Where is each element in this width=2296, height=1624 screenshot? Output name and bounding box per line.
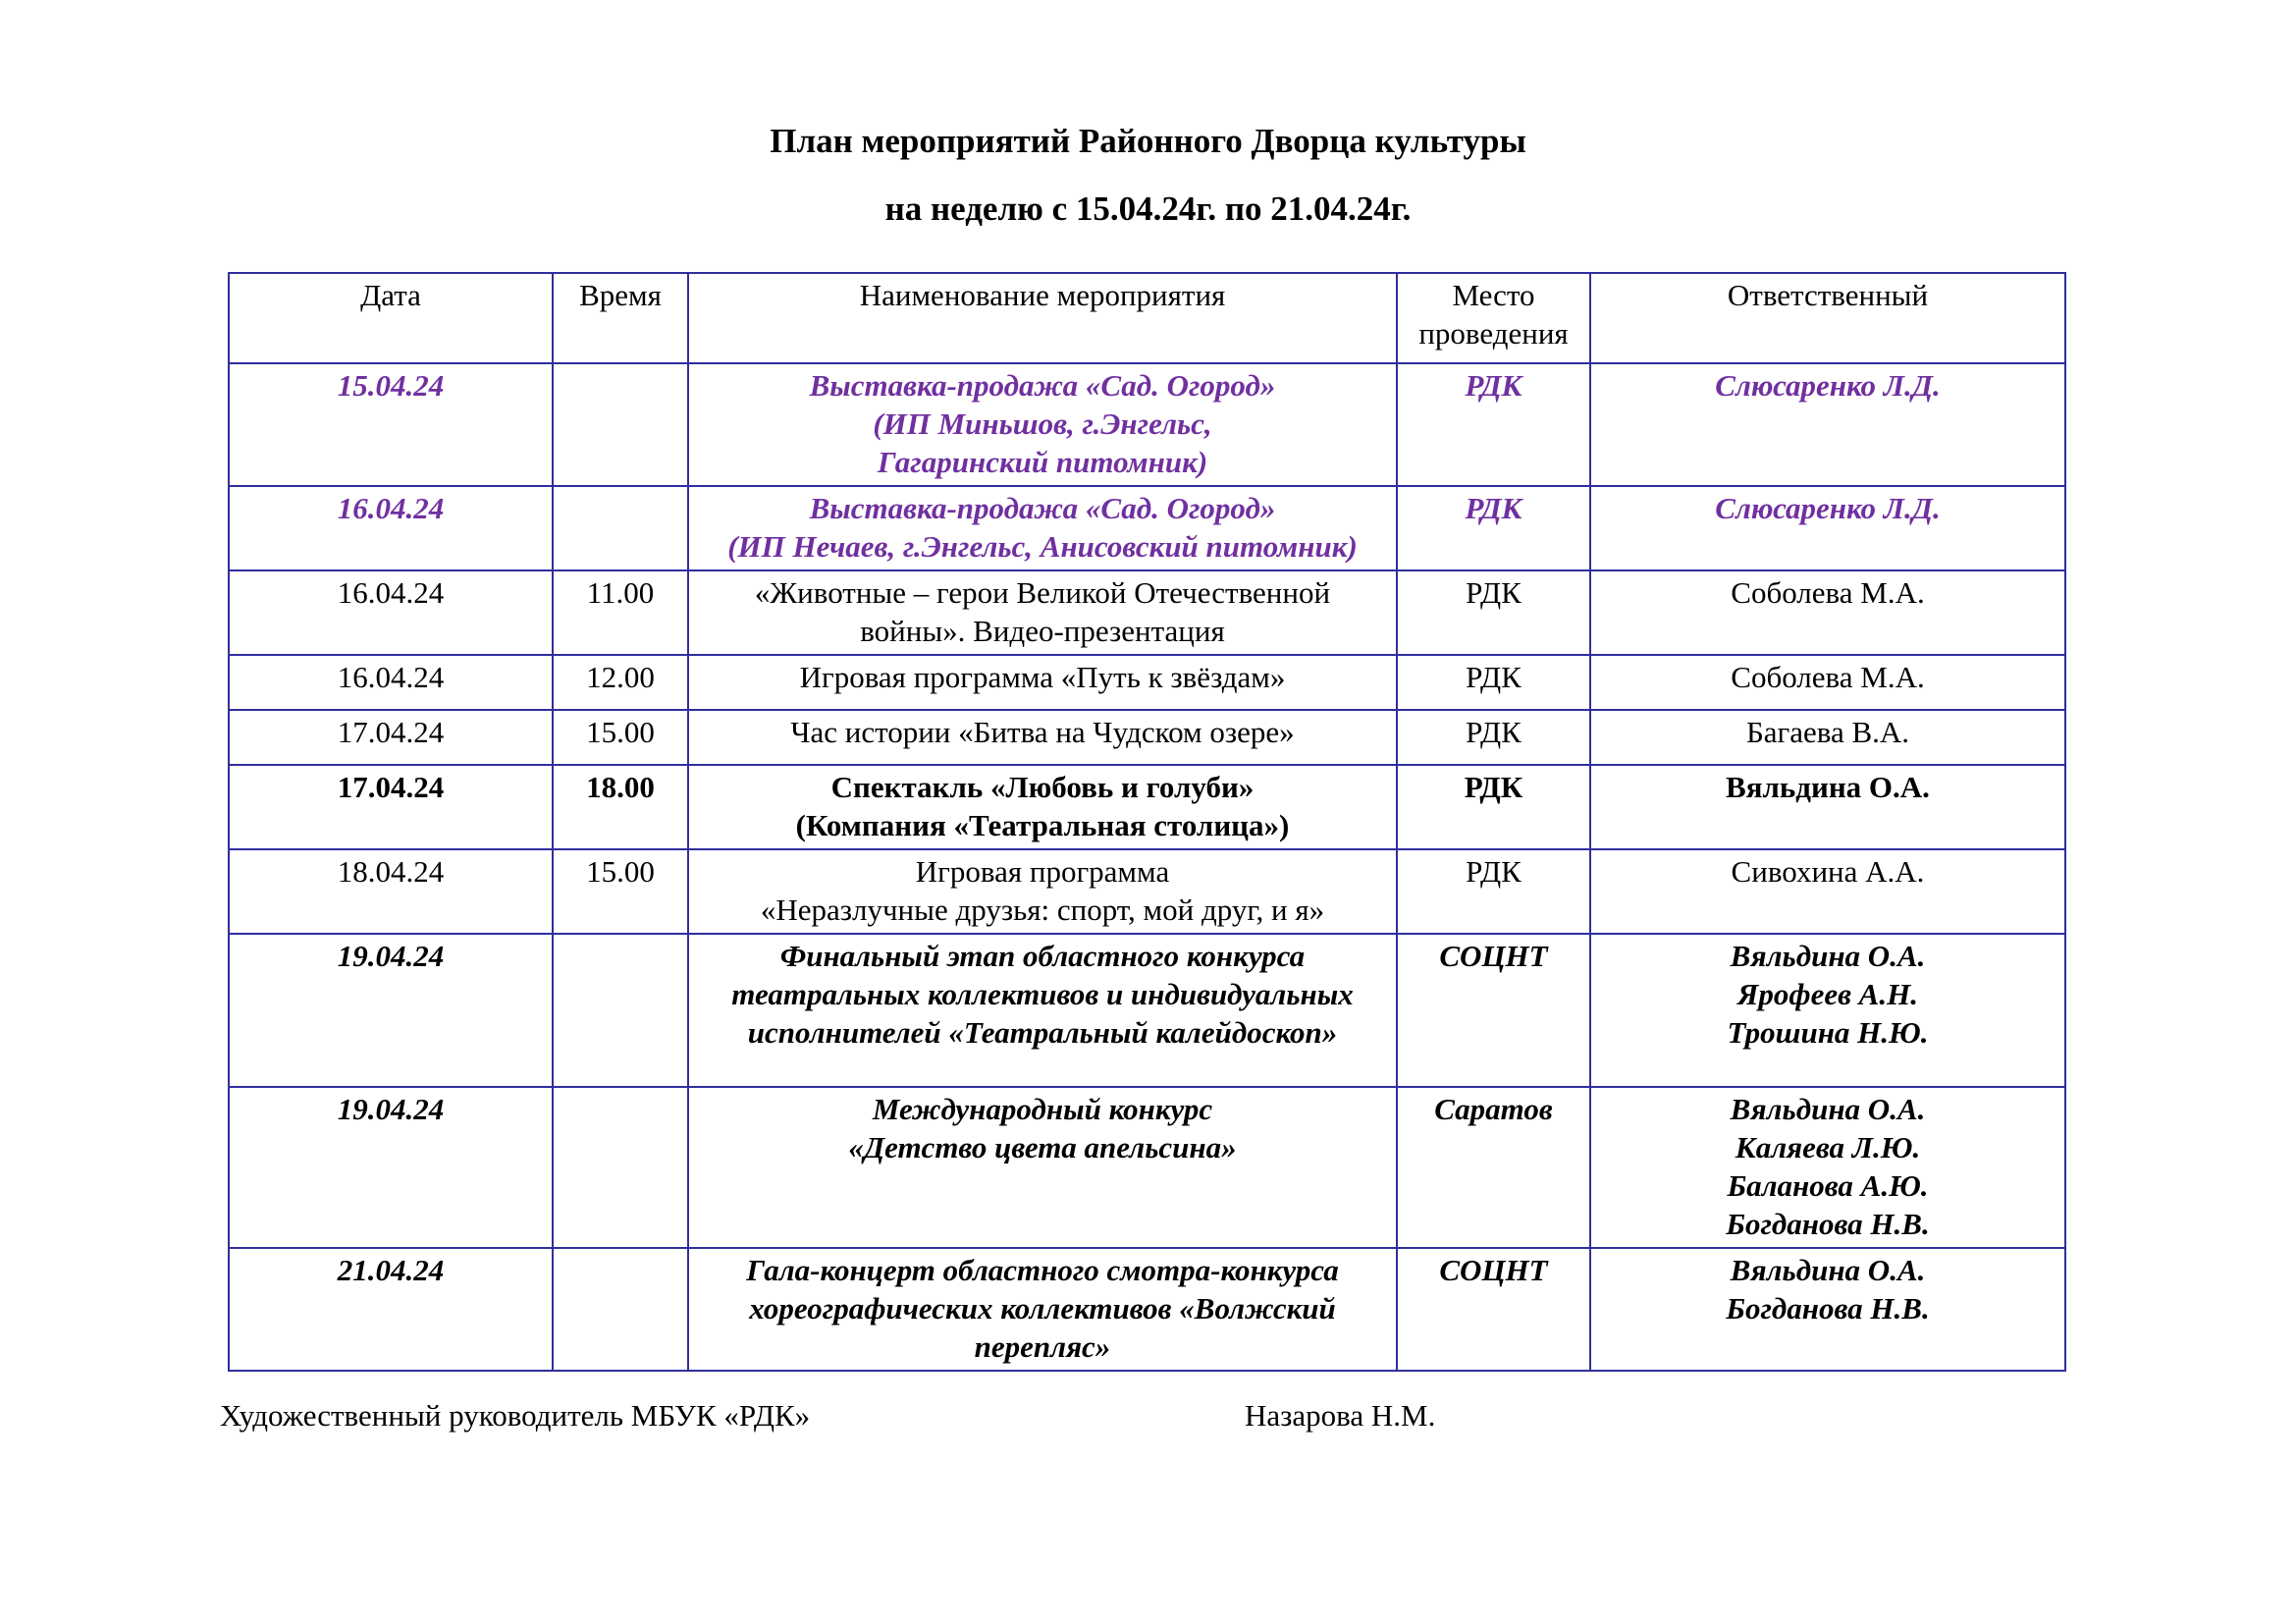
header-name: Наименование мероприятия [688,273,1397,363]
table-row [229,710,2065,765]
cell-responsible [1590,849,2065,934]
cell-date: 17.04.24 [229,765,553,849]
cell-date: 21.04.24 [229,1248,553,1371]
event-name-line: Выставка-продажа «Сад. Огород» [809,491,1276,525]
cell-time [553,1087,688,1248]
cell-event-name [688,486,1397,570]
responsible-name: Багаева В.А. [1745,715,1910,749]
table-row [229,1087,2065,1248]
responsible-name: Вяльдина О.А. [1730,1253,1926,1287]
cell-time: 12.00 [553,655,688,710]
cell-place: РДК [1397,710,1590,765]
footer-signatory: Назарова Н.М. [1245,1398,1436,1433]
cell-responsible [1590,710,2065,765]
cell-time [553,363,688,486]
responsible-name: Сивохина А.А. [1731,854,1925,889]
cell-date: 17.04.24 [229,710,553,765]
cell-responsible [1590,363,2065,486]
page-title: План мероприятий Районного Дворца культуры [770,122,1526,160]
header-responsible: Ответственный [1590,273,2065,363]
table-header-row [229,273,2065,363]
event-name-line: Выставка-продажа «Сад. Огород» [809,368,1276,403]
table-row [229,1248,2065,1371]
table-row [229,363,2065,486]
header-place [1397,273,1590,363]
cell-place: РДК [1397,655,1590,710]
cell-event-name [688,934,1397,1087]
cell-responsible [1590,765,2065,849]
header-place-line: проведения [1418,316,1569,351]
cell-time [553,934,688,1087]
cell-event-name [688,655,1397,710]
table-row [229,765,2065,849]
page-subtitle: на неделю с 15.04.24г. по 21.04.24г. [884,189,1412,228]
cell-time: 11.00 [553,570,688,655]
responsible-name: Слюсаренко Л.Д. [1715,491,1941,525]
table-row [229,849,2065,934]
cell-event-name [688,849,1397,934]
cell-time [553,486,688,570]
responsible-name: Каляева Л.Ю. [1735,1130,1921,1164]
cell-place: РДК [1397,849,1590,934]
responsible-name: Богданова Н.В. [1726,1207,1930,1241]
event-name-line: Спектакль «Любовь и голуби» [830,770,1255,804]
event-name-line: Международный конкурс [872,1092,1213,1126]
cell-place: РДК [1397,486,1590,570]
cell-time [553,1248,688,1371]
header-date: Дата [229,273,553,363]
cell-date: 15.04.24 [229,363,553,486]
cell-responsible [1590,1248,2065,1371]
event-name-line: Гагаринский питомник) [877,445,1208,479]
event-name-line: Финальный этап областного конкурса [779,939,1306,973]
event-name-line: (Компания «Театральная столица») [795,808,1290,842]
responsible-name: Богданова Н.В. [1726,1291,1930,1326]
cell-date: 18.04.24 [229,849,553,934]
cell-time: 18.00 [553,765,688,849]
event-name-line: войны». Видео-презентация [860,614,1225,648]
cell-date: 16.04.24 [229,486,553,570]
event-name-line: «Детство цвета апельсина» [848,1130,1237,1164]
cell-place: СОЦНТ [1397,1248,1590,1371]
cell-date: 16.04.24 [229,570,553,655]
cell-responsible [1590,1087,2065,1248]
responsible-name: Соболева М.А. [1731,660,1925,694]
event-name-line: «Неразлучные друзья: спорт, мой друг, и я» [760,893,1325,927]
cell-responsible [1590,934,2065,1087]
event-name-line: Игровая программа «Путь к звёздам» [799,660,1286,694]
table-row [229,655,2065,710]
event-name-line: (ИП Миньшов, г.Энгельс, [873,406,1212,441]
cell-event-name [688,363,1397,486]
cell-place: РДК [1397,363,1590,486]
cell-time: 15.00 [553,849,688,934]
cell-event-name [688,1087,1397,1248]
cell-responsible [1590,570,2065,655]
event-name-line: Час истории «Битва на Чудском озере» [790,715,1295,749]
cell-place: РДК [1397,765,1590,849]
event-name-line: театральных коллективов и индивидуальных [731,977,1354,1011]
event-name-line: Гала-концерт областного смотра-конкурса [746,1253,1339,1287]
cell-time: 15.00 [553,710,688,765]
cell-event-name [688,1248,1397,1371]
responsible-name: Вяльдина О.А. [1730,1092,1926,1126]
responsible-name: Трошина Н.Ю. [1727,1015,1929,1050]
responsible-name: Баланова А.Ю. [1727,1168,1929,1203]
footer-position: Художественный руководитель МБУК «РДК» [220,1398,811,1433]
responsible-name: Соболева М.А. [1731,575,1925,610]
cell-date: 19.04.24 [229,1087,553,1248]
cell-place: РДК [1397,570,1590,655]
cell-event-name [688,710,1397,765]
event-name-line: исполнителей «Театральный калейдоскоп» [747,1015,1338,1050]
event-name-line: «Животные – герои Великой Отечественной [754,575,1331,610]
cell-place: СОЦНТ [1397,934,1590,1087]
responsible-name: Вяльдина О.А. [1730,939,1926,973]
event-name-line: перепляс» [974,1329,1111,1364]
cell-responsible [1590,655,2065,710]
header-place-line: Место [1452,278,1535,312]
responsible-name: Слюсаренко Л.Д. [1715,368,1941,403]
cell-date: 16.04.24 [229,655,553,710]
event-name-line: Игровая программа [915,854,1170,889]
cell-event-name [688,765,1397,849]
header-time: Время [553,273,688,363]
table-row [229,934,2065,1087]
cell-event-name [688,570,1397,655]
table-row [229,486,2065,570]
responsible-name: Ярофеев А.Н. [1737,977,1918,1011]
responsible-name: Вяльдина О.А. [1726,770,1930,804]
events-table [228,272,2066,1372]
table-body [229,363,2065,1371]
table-row [229,570,2065,655]
cell-date: 19.04.24 [229,934,553,1087]
cell-responsible [1590,486,2065,570]
event-name-line: хореографических коллективов «Волжский [749,1291,1336,1326]
event-name-line: (ИП Нечаев, г.Энгельс, Анисовский питомник) [727,529,1358,564]
cell-place: Саратов [1397,1087,1590,1248]
